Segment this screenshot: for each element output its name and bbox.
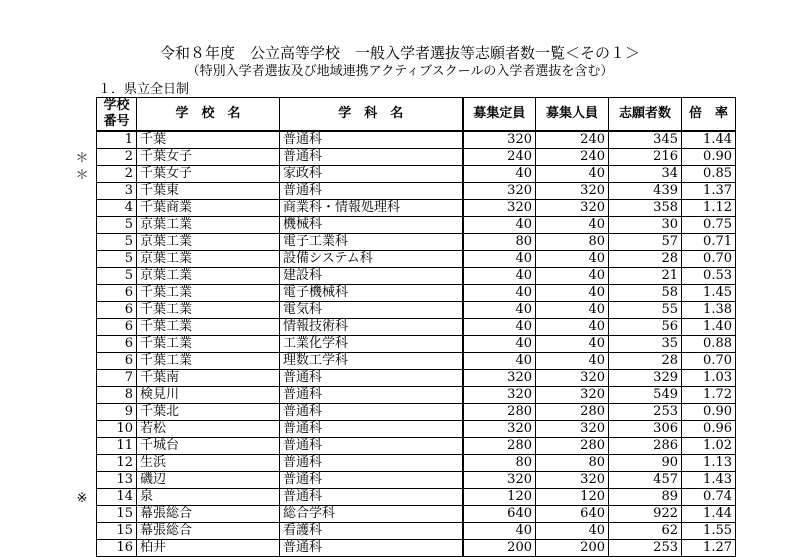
- capacity-cell: 280: [463, 438, 536, 455]
- school-name-cell: 千葉工業: [137, 285, 280, 302]
- capacity-cell: 80: [463, 455, 536, 472]
- recruit-cell: 320: [536, 370, 609, 387]
- capacity-cell: 40: [463, 353, 536, 370]
- dept-name-cell: 工業化学科: [280, 336, 463, 353]
- capacity-cell: 40: [463, 285, 536, 302]
- row-note-mark: ＊: [75, 168, 89, 183]
- school-no-cell: 13: [97, 472, 137, 489]
- dept-name-cell: 機械科: [280, 217, 463, 234]
- school-no-cell: 4: [97, 200, 137, 217]
- recruit-cell: 40: [536, 166, 609, 183]
- dept-name-cell: 普通科: [280, 149, 463, 166]
- applicants-cell: 439: [609, 183, 682, 200]
- capacity-cell: 40: [463, 302, 536, 319]
- table-row: [97, 200, 736, 217]
- applicants-cell: 457: [609, 472, 682, 489]
- ratio-cell: 1.03: [682, 370, 736, 387]
- ratio-cell: 1.44: [682, 506, 736, 523]
- capacity-cell: 40: [463, 166, 536, 183]
- capacity-cell: 120: [463, 489, 536, 506]
- applicants-cell: 253: [609, 404, 682, 421]
- table-row: [97, 523, 736, 540]
- applicants-cell: 30: [609, 217, 682, 234]
- capacity-cell: 640: [463, 506, 536, 523]
- applicants-table: [96, 97, 736, 557]
- capacity-cell: 320: [463, 387, 536, 404]
- header-capacity: 募集定員: [463, 98, 536, 132]
- dept-name-cell: 普通科: [280, 370, 463, 387]
- capacity-cell: 320: [463, 472, 536, 489]
- capacity-cell: 280: [463, 404, 536, 421]
- ratio-cell: 1.43: [682, 472, 736, 489]
- school-name-cell: 幕張総合: [137, 506, 280, 523]
- school-no-cell: 5: [97, 251, 137, 268]
- recruit-cell: 40: [536, 217, 609, 234]
- school-name-cell: 生浜: [137, 455, 280, 472]
- applicants-cell: 922: [609, 506, 682, 523]
- applicants-cell: 55: [609, 302, 682, 319]
- table-row: [97, 353, 736, 370]
- school-name-cell: 検見川: [137, 387, 280, 404]
- dept-name-cell: 普通科: [280, 131, 463, 149]
- ratio-cell: 1.45: [682, 285, 736, 302]
- school-no-cell: 16: [97, 540, 137, 557]
- school-name-cell: 泉: [137, 489, 280, 506]
- table-row: [97, 183, 736, 200]
- ratio-cell: 0.96: [682, 421, 736, 438]
- table-row: [97, 149, 736, 166]
- ratio-cell: 1.55: [682, 523, 736, 540]
- school-no-cell: 5: [97, 268, 137, 285]
- capacity-cell: 320: [463, 370, 536, 387]
- school-name-cell: 千城台: [137, 438, 280, 455]
- applicants-cell: 35: [609, 336, 682, 353]
- document-title: 令和８年度 公立高等学校 一般入学者選抜等志願者数一覧＜その１＞: [159, 44, 640, 62]
- ratio-cell: 1.44: [682, 131, 736, 149]
- school-name-cell: 幕張総合: [137, 523, 280, 540]
- school-name-cell: 千葉工業: [137, 319, 280, 336]
- dept-name-cell: 普通科: [280, 183, 463, 200]
- dept-name-cell: 普通科: [280, 455, 463, 472]
- school-no-cell: 6: [97, 285, 137, 302]
- recruit-cell: 320: [536, 421, 609, 438]
- ratio-cell: 1.12: [682, 200, 736, 217]
- school-name-cell: 千葉工業: [137, 336, 280, 353]
- recruit-cell: 40: [536, 285, 609, 302]
- table-row: [97, 302, 736, 319]
- applicants-cell: 90: [609, 455, 682, 472]
- recruit-cell: 320: [536, 387, 609, 404]
- ratio-cell: 0.70: [682, 353, 736, 370]
- recruit-cell: 240: [536, 149, 609, 166]
- applicants-cell: 21: [609, 268, 682, 285]
- school-name-cell: 千葉東: [137, 183, 280, 200]
- table-row: [97, 540, 736, 557]
- recruit-cell: 320: [536, 472, 609, 489]
- school-no-cell: 3: [97, 183, 137, 200]
- dept-name-cell: 普通科: [280, 540, 463, 557]
- school-no-cell: 6: [97, 302, 137, 319]
- document-subtitle: （特別入学者選抜及び地域連携アクティブスクールの入学者選抜を含む）: [186, 64, 614, 79]
- capacity-cell: 40: [463, 251, 536, 268]
- applicants-cell: 329: [609, 370, 682, 387]
- table-row: [97, 455, 736, 472]
- table-row: [97, 336, 736, 353]
- school-no-cell: 1: [97, 131, 137, 149]
- school-name-cell: 京葉工業: [137, 268, 280, 285]
- recruit-cell: 280: [536, 438, 609, 455]
- school-no-cell: 15: [97, 506, 137, 523]
- recruit-cell: 40: [536, 353, 609, 370]
- applicants-cell: 306: [609, 421, 682, 438]
- ratio-cell: 0.85: [682, 166, 736, 183]
- recruit-cell: 40: [536, 523, 609, 540]
- table-row: [97, 370, 736, 387]
- dept-name-cell: 普通科: [280, 421, 463, 438]
- school-no-cell: 8: [97, 387, 137, 404]
- header-applicants: 志願者数: [609, 98, 682, 132]
- ratio-cell: 0.74: [682, 489, 736, 506]
- school-no-cell: 6: [97, 336, 137, 353]
- applicants-cell: 253: [609, 540, 682, 557]
- row-note-mark: ＊: [75, 151, 89, 166]
- applicants-cell: 549: [609, 387, 682, 404]
- table-row: [97, 285, 736, 302]
- school-no-cell: 2: [97, 166, 137, 183]
- capacity-cell: 200: [463, 540, 536, 557]
- dept-name-cell: 商業科・情報処理科: [280, 200, 463, 217]
- dept-name-cell: 理数工学科: [280, 353, 463, 370]
- ratio-cell: 0.53: [682, 268, 736, 285]
- capacity-cell: 240: [463, 149, 536, 166]
- applicants-cell: 62: [609, 523, 682, 540]
- capacity-cell: 320: [463, 183, 536, 200]
- school-no-cell: 10: [97, 421, 137, 438]
- capacity-cell: 320: [463, 131, 536, 149]
- table-row: [97, 268, 736, 285]
- ratio-cell: 1.37: [682, 183, 736, 200]
- ratio-cell: 0.90: [682, 149, 736, 166]
- dept-name-cell: 普通科: [280, 387, 463, 404]
- dept-name-cell: 看護科: [280, 523, 463, 540]
- capacity-cell: 80: [463, 234, 536, 251]
- dept-name-cell: 建設科: [280, 268, 463, 285]
- school-no-cell: 9: [97, 404, 137, 421]
- school-name-cell: 若松: [137, 421, 280, 438]
- applicants-cell: 216: [609, 149, 682, 166]
- capacity-cell: 320: [463, 200, 536, 217]
- table-row: [97, 387, 736, 404]
- recruit-cell: 240: [536, 131, 609, 149]
- dept-name-cell: 普通科: [280, 472, 463, 489]
- school-no-cell: 6: [97, 319, 137, 336]
- table-row: [97, 472, 736, 489]
- capacity-cell: 40: [463, 217, 536, 234]
- recruit-cell: 640: [536, 506, 609, 523]
- recruit-cell: 80: [536, 234, 609, 251]
- dept-name-cell: 電子工業科: [280, 234, 463, 251]
- header-ratio: 倍 率: [682, 98, 736, 132]
- school-name-cell: 京葉工業: [137, 217, 280, 234]
- dept-name-cell: 電子機械科: [280, 285, 463, 302]
- ratio-cell: 0.71: [682, 234, 736, 251]
- row-note-mark: ※: [76, 491, 88, 506]
- school-no-cell: 5: [97, 217, 137, 234]
- recruit-cell: 40: [536, 268, 609, 285]
- ratio-cell: 0.88: [682, 336, 736, 353]
- recruit-cell: 40: [536, 336, 609, 353]
- school-no-cell: 2: [97, 149, 137, 166]
- applicants-cell: 57: [609, 234, 682, 251]
- recruit-cell: 80: [536, 455, 609, 472]
- table-row: [97, 234, 736, 251]
- dept-name-cell: 普通科: [280, 489, 463, 506]
- ratio-cell: 1.38: [682, 302, 736, 319]
- school-no-cell: 14: [97, 489, 137, 506]
- recruit-cell: 200: [536, 540, 609, 557]
- ratio-cell: 1.02: [682, 438, 736, 455]
- header-school-no: 学校 番号: [97, 98, 137, 132]
- dept-name-cell: 普通科: [280, 438, 463, 455]
- ratio-cell: 1.72: [682, 387, 736, 404]
- dept-name-cell: 情報技術科: [280, 319, 463, 336]
- applicants-cell: 358: [609, 200, 682, 217]
- recruit-cell: 40: [536, 302, 609, 319]
- table-row: [97, 404, 736, 421]
- school-name-cell: 千葉女子: [137, 149, 280, 166]
- capacity-cell: 40: [463, 268, 536, 285]
- table-row: [97, 251, 736, 268]
- table-row: [97, 506, 736, 523]
- recruit-cell: 120: [536, 489, 609, 506]
- recruit-cell: 320: [536, 200, 609, 217]
- school-no-cell: 6: [97, 353, 137, 370]
- ratio-cell: 0.90: [682, 404, 736, 421]
- dept-name-cell: 家政科: [280, 166, 463, 183]
- recruit-cell: 40: [536, 251, 609, 268]
- capacity-cell: 40: [463, 319, 536, 336]
- school-no-cell: 5: [97, 234, 137, 251]
- recruit-cell: 40: [536, 319, 609, 336]
- table-header-row: [97, 98, 736, 132]
- dept-name-cell: 設備システム科: [280, 251, 463, 268]
- school-name-cell: 千葉: [137, 131, 280, 149]
- applicants-cell: 28: [609, 353, 682, 370]
- dept-name-cell: 普通科: [280, 404, 463, 421]
- school-no-cell: 11: [97, 438, 137, 455]
- school-name-cell: 千葉商業: [137, 200, 280, 217]
- school-no-cell: 7: [97, 370, 137, 387]
- applicants-cell: 345: [609, 131, 682, 149]
- school-name-cell: 千葉南: [137, 370, 280, 387]
- dept-name-cell: 総合学科: [280, 506, 463, 523]
- header-recruit: 募集人員: [536, 98, 609, 132]
- header-school-name: 学 校 名: [137, 98, 280, 132]
- applicants-cell: 34: [609, 166, 682, 183]
- school-name-cell: 千葉北: [137, 404, 280, 421]
- capacity-cell: 40: [463, 336, 536, 353]
- school-no-cell: 15: [97, 523, 137, 540]
- school-name-cell: 千葉工業: [137, 353, 280, 370]
- school-name-cell: 千葉工業: [137, 302, 280, 319]
- capacity-cell: 40: [463, 523, 536, 540]
- table-row: [97, 166, 736, 183]
- school-no-cell: 12: [97, 455, 137, 472]
- applicants-cell: 58: [609, 285, 682, 302]
- applicants-cell: 56: [609, 319, 682, 336]
- table-row: [97, 421, 736, 438]
- school-name-cell: 京葉工業: [137, 251, 280, 268]
- school-name-cell: 柏井: [137, 540, 280, 557]
- applicants-cell: 89: [609, 489, 682, 506]
- table-row: [97, 319, 736, 336]
- table-row: [97, 217, 736, 234]
- ratio-cell: 1.27: [682, 540, 736, 557]
- school-name-cell: 京葉工業: [137, 234, 280, 251]
- recruit-cell: 280: [536, 404, 609, 421]
- recruit-cell: 320: [536, 183, 609, 200]
- applicants-cell: 286: [609, 438, 682, 455]
- table-row: [97, 489, 736, 506]
- dept-name-cell: 電気科: [280, 302, 463, 319]
- ratio-cell: 0.70: [682, 251, 736, 268]
- school-name-cell: 千葉女子: [137, 166, 280, 183]
- applicants-cell: 28: [609, 251, 682, 268]
- table-row: [97, 131, 736, 149]
- header-dept-name: 学 科 名: [280, 98, 463, 132]
- ratio-cell: 0.75: [682, 217, 736, 234]
- capacity-cell: 320: [463, 421, 536, 438]
- school-name-cell: 磯辺: [137, 472, 280, 489]
- ratio-cell: 1.13: [682, 455, 736, 472]
- section-heading: １．県立全日制: [98, 82, 190, 97]
- ratio-cell: 1.40: [682, 319, 736, 336]
- table-row: [97, 438, 736, 455]
